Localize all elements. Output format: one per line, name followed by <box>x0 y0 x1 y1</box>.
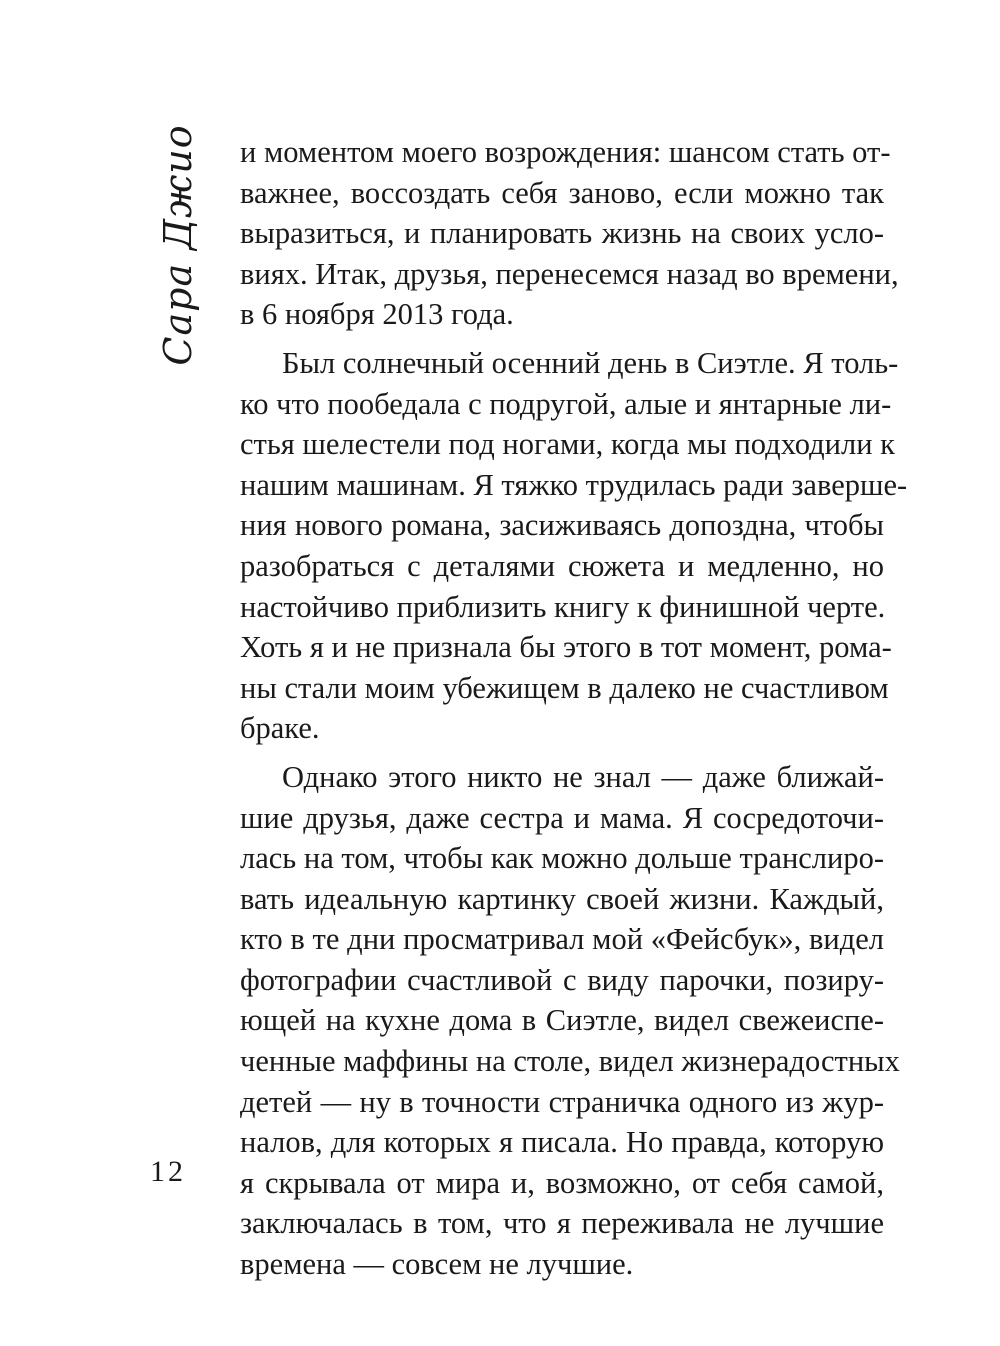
text-line: ния нового романа, засиживаясь допоздна, чтобы <box>240 508 884 543</box>
text-line: стья шелестели под ногами, когда мы подходили к <box>240 427 895 462</box>
text-line: выразиться, и планировать жизнь на своих усло- <box>240 216 884 251</box>
page-number: 12 <box>150 1155 186 1188</box>
text-line: я скрывала от мира и, возможно, от себя самой, <box>240 1165 884 1200</box>
text-line: разобраться с деталями сюжета и медленно, но <box>240 548 884 583</box>
text-line: ны стали моим убежищем в далеко не счастливом <box>240 670 889 705</box>
paragraph <box>240 757 900 1285</box>
text-line: фотографии счастливой с виду парочки, позиру- <box>240 962 884 997</box>
text-line: ющей на кухне дома в Сиэтле, видел свежеиспе- <box>240 1003 884 1038</box>
text-line: детей — ну в точности страничка одного из жур- <box>240 1084 884 1119</box>
text-line: шие друзья, даже сестра и мама. Я сосредоточи- <box>240 800 884 835</box>
text-line: Был солнечный осенний день в Сиэтле. Я толь- <box>282 345 899 380</box>
text-line: Однако этого никто не знал — даже ближай- <box>282 759 884 794</box>
paragraph <box>240 132 899 335</box>
text-line: ко что пообедала с подругой, алые и янтарные ли- <box>240 386 892 421</box>
text-line: лась на том, чтобы как можно дольше транслиро- <box>240 841 884 876</box>
text-line: нашим машинам. Я тяжко трудилась ради заверше- <box>240 467 908 502</box>
text-line: вать идеальную картинку своей жизни. Каждый, <box>240 881 884 916</box>
text-line: Хоть я и не признала бы этого в тот момент, рома- <box>240 630 892 665</box>
text-line: в 6 ноября 2013 года. <box>240 297 514 332</box>
text-line: настойчиво приблизить книгу к финишной черте. <box>240 589 886 624</box>
text-line: ченные маффины на столе, видел жизнерадостных <box>240 1044 900 1079</box>
text-line: заключалась в том, что я переживала не лучшие <box>240 1206 884 1241</box>
text-line: налов, для которых я писала. Но правда, которую <box>240 1125 884 1160</box>
text-line: важнее, воссоздать себя заново, если можно так <box>240 175 884 210</box>
text-line: кто в те дни просматривал мой «Фейсбук», видел <box>240 922 884 957</box>
text-line: виях. Итак, друзья, перенесемся назад во времени, <box>240 256 899 291</box>
running-head <box>148 124 208 366</box>
text-line: и моментом моего возрождения: шансом стать от- <box>240 135 891 169</box>
running-head-author: Сара Джио <box>156 124 200 366</box>
text-line: времена — совсем не лучшие. <box>240 1247 634 1282</box>
paragraph <box>240 343 908 749</box>
text-line: браке. <box>240 711 320 746</box>
body-text <box>240 132 908 1285</box>
